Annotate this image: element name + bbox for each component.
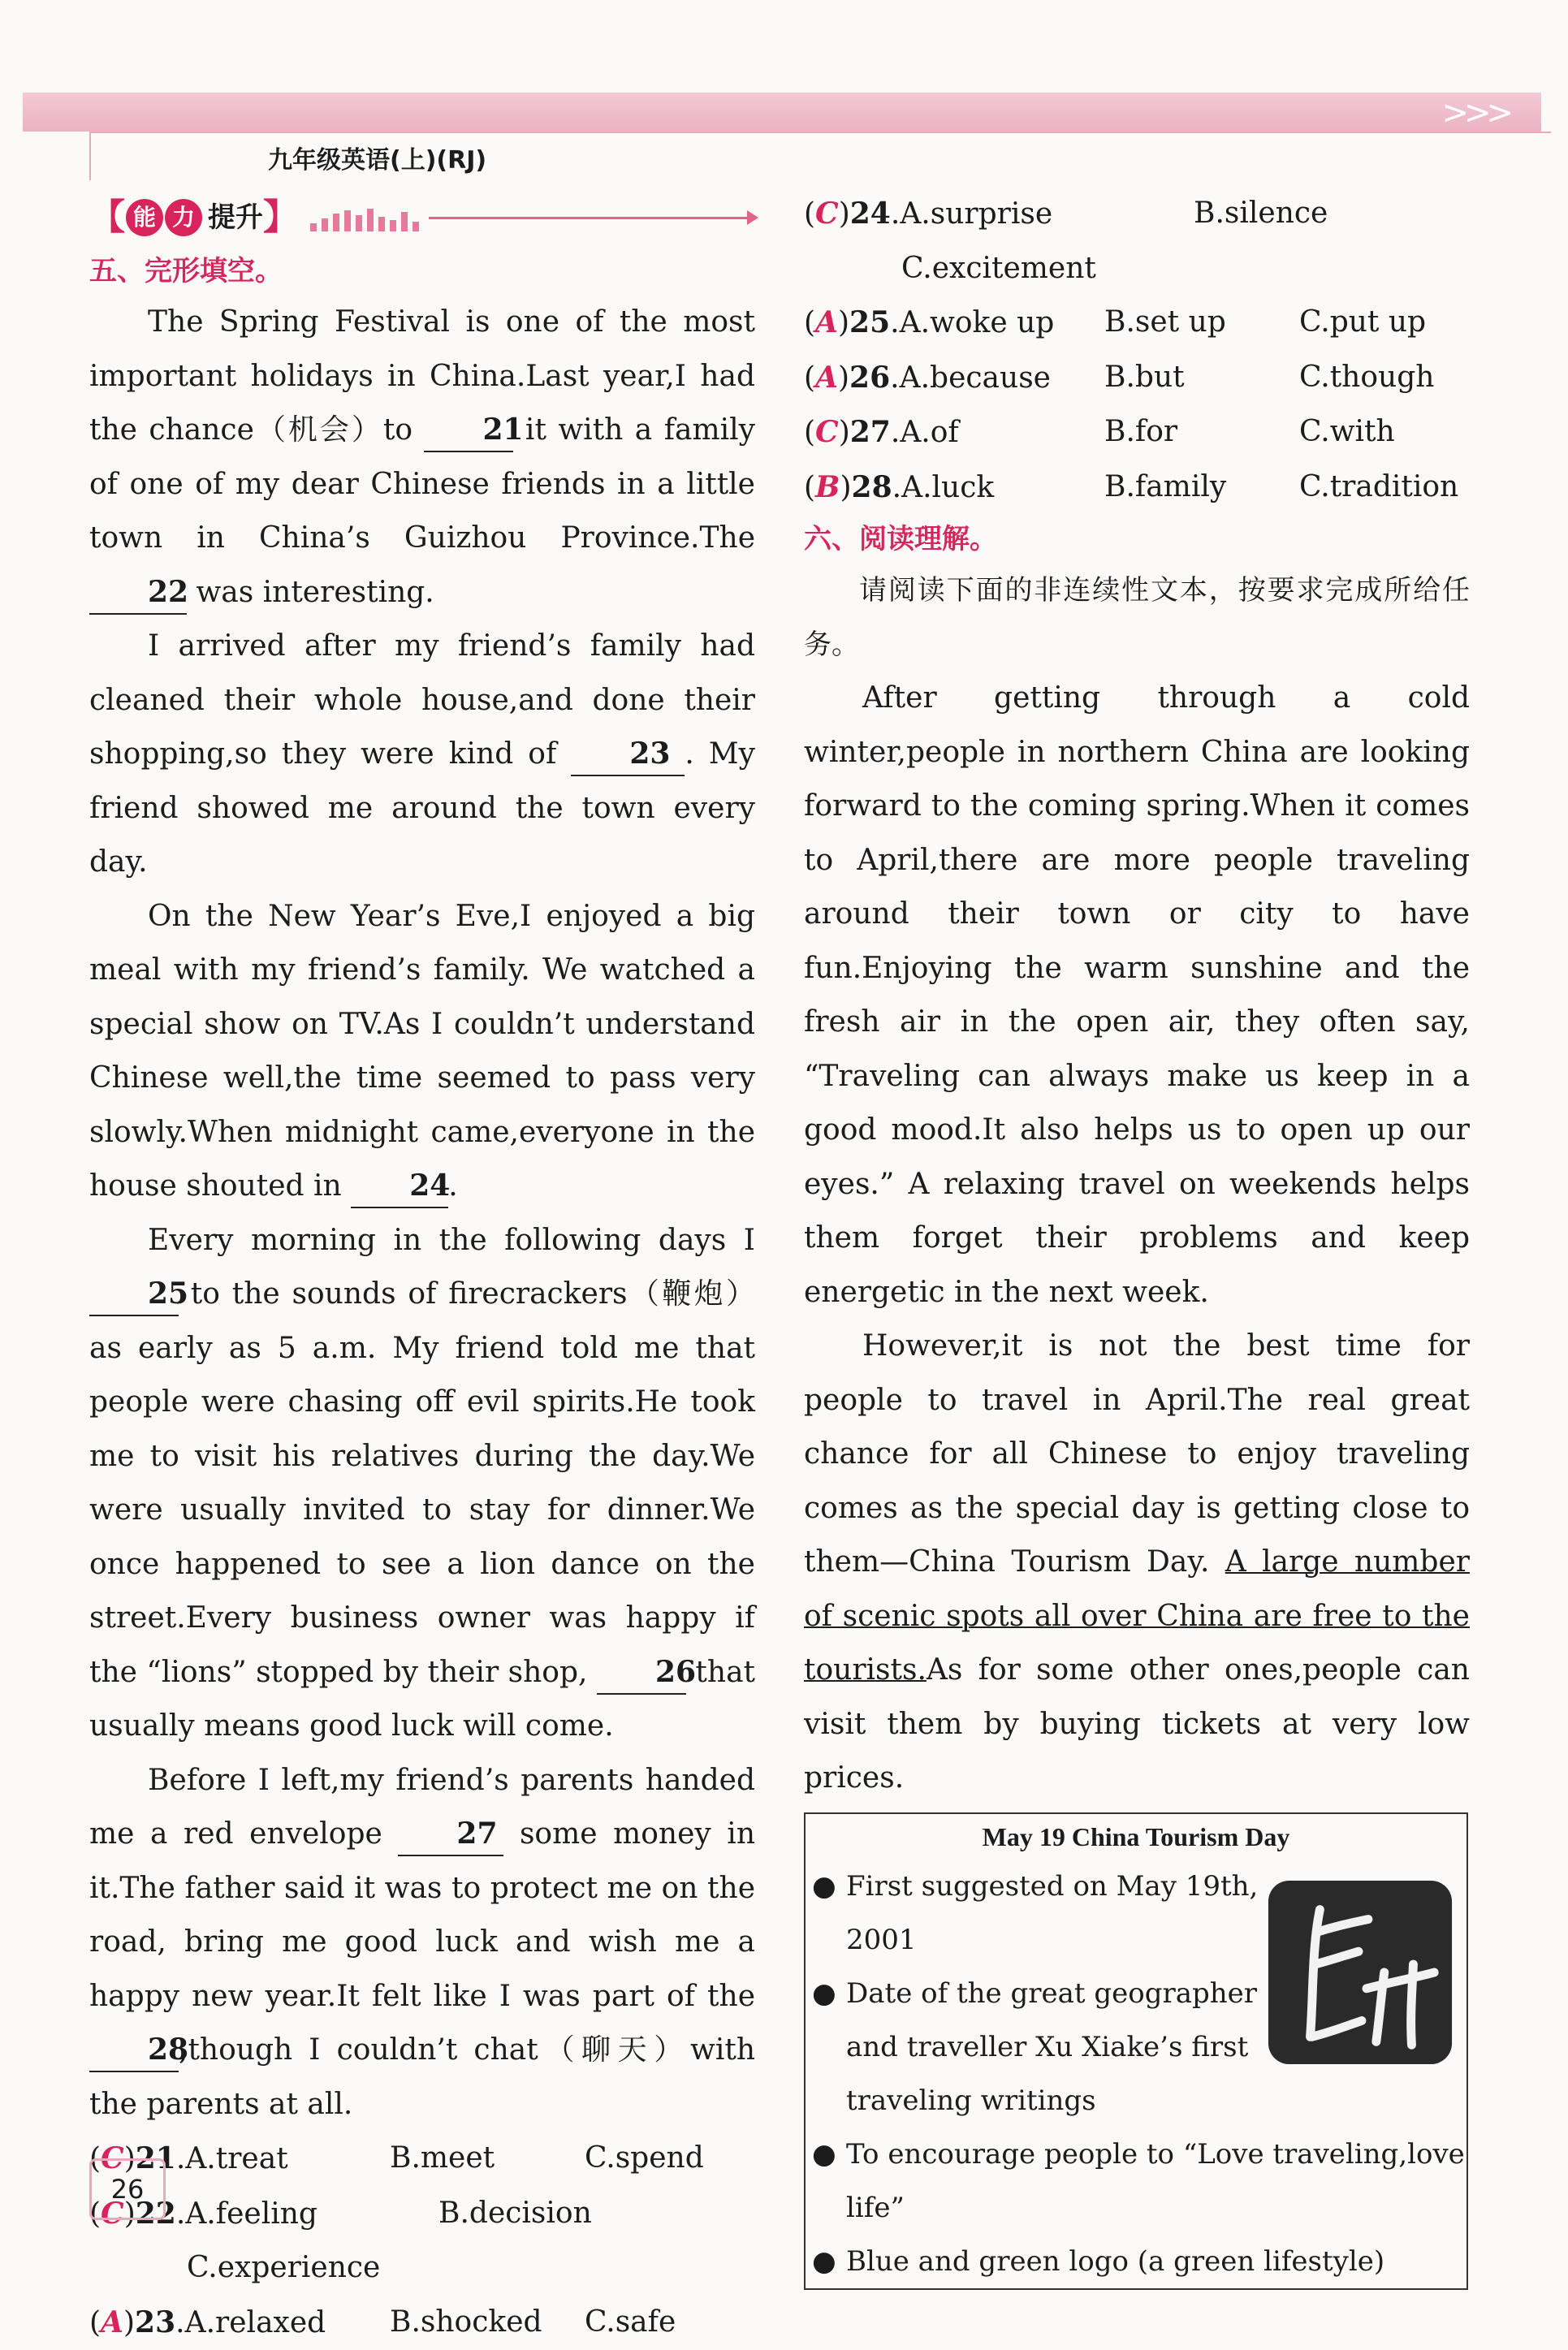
option-c: C.spend bbox=[585, 2132, 704, 2187]
text-run: . My friend showed me around the town every day. bbox=[89, 737, 755, 879]
question-number: 27 bbox=[850, 415, 891, 449]
question-25: (A)25.A.woke up B.set up C.put up bbox=[804, 296, 1470, 351]
info-box-title: May 19 China Tourism Day bbox=[806, 1814, 1466, 1860]
cloze-paragraph bbox=[89, 296, 755, 620]
blank-28: 28 bbox=[89, 2028, 179, 2072]
answer-mark: C bbox=[101, 2141, 124, 2175]
text-run: was interesting. bbox=[187, 576, 434, 609]
text-run: However,it is not the best time for people to travel in April.The real great chance for all Chinese to enjoy traveling comes as the special day is getting close to them—China Tourism Day. bbox=[804, 1329, 1470, 1579]
question-23: (A)23.A.relaxed B.shocked C.safe bbox=[89, 2296, 755, 2350]
badge-label: 提升 bbox=[208, 191, 263, 245]
blank-24: 24 bbox=[351, 1164, 448, 1208]
question-number: 21 bbox=[136, 2141, 176, 2175]
blank-25: 25 bbox=[89, 1272, 179, 1316]
option-b: B.meet bbox=[390, 2132, 585, 2187]
option-c: C.experience bbox=[187, 2241, 380, 2296]
list-item: ● To encourage people to “Love traveling,love life” bbox=[846, 2128, 1466, 2235]
cloze-paragraph bbox=[89, 890, 755, 1214]
badge-char-2: 力 bbox=[165, 199, 202, 236]
option-a: A.luck bbox=[901, 471, 994, 504]
option-a: A.because bbox=[900, 361, 1051, 395]
option-b: B.for bbox=[1104, 405, 1299, 460]
question-24-line2 bbox=[804, 242, 1470, 296]
page-number: 26 bbox=[89, 2158, 166, 2220]
tourism-day-logo-icon bbox=[1263, 1876, 1457, 2069]
text-run: On the New Year’s Eve,I enjoyed a big meal with my friend’s family. We watched a special show on TV.As I couldn’t understand Chinese well,the time seemed to pass very slowly.When midnight came,everyone in the house shouted in bbox=[89, 900, 755, 1203]
left-column bbox=[89, 193, 755, 2350]
answer-mark: A bbox=[101, 2305, 123, 2339]
question-22-line2 bbox=[89, 2241, 755, 2296]
option-c: C.though bbox=[1299, 351, 1434, 406]
text-run: Before I left,my friend’s parents handed me a red envelope bbox=[89, 1764, 755, 1851]
question-27: (C)27.A.of B.for C.with bbox=[804, 405, 1470, 460]
question-number: 26 bbox=[849, 361, 890, 395]
option-c: C.excitement bbox=[901, 242, 1096, 296]
option-a: A.woke up bbox=[900, 306, 1055, 339]
text-run: Every morning in the following days I bbox=[148, 1224, 755, 1257]
question-number: 23 bbox=[135, 2305, 175, 2339]
text-run: some money in it.The father said it was to protect me on the road, bring me good luck and wish me a happy new year.It felt like I was part of the bbox=[89, 1817, 755, 2013]
underlined-sentence: A large number of scenic spots all over China are free to the tourists. bbox=[804, 1545, 1470, 1687]
text-run: to the sounds of firecrackers（鞭炮）as early as 5 a.m. My friend told me that people were chasing off evil spirits.He took me to visit his relatives during the day.We were usually invited to stay for dinner.We once happened to see a lion dance on the street.Every business owner was happy if the “lions” stopped by their shop, bbox=[89, 1277, 755, 1689]
option-a: A.relaxed bbox=[185, 2306, 326, 2339]
question-24: (C)24.A.surprise B.silence bbox=[804, 187, 1470, 242]
list-item: ● Date of the great geographer and traveller Xu Xiake’s first traveling writings bbox=[846, 1967, 1268, 2128]
text-run: . bbox=[448, 1169, 457, 1203]
question-26: (A)26.A.because B.but C.though bbox=[804, 351, 1470, 406]
right-column bbox=[804, 187, 1470, 2290]
text-run: that usually means good luck will come. bbox=[89, 1656, 755, 1743]
question-number: 24 bbox=[850, 197, 891, 231]
text-run: ,though I couldn’t chat（聊天）with the parents at all. bbox=[89, 2033, 755, 2121]
option-a: A.treat bbox=[185, 2142, 287, 2175]
option-a: A.surprise bbox=[900, 197, 1052, 231]
answer-mark: C bbox=[815, 197, 839, 231]
option-b: B.silence bbox=[1194, 187, 1328, 242]
header-rule-cap bbox=[89, 132, 107, 180]
list-item: ● First suggested on May 19th, 2001 bbox=[846, 1860, 1268, 1967]
blank-23: 23 bbox=[571, 732, 685, 776]
question-number: 28 bbox=[852, 470, 892, 504]
option-c: C.safe bbox=[585, 2296, 676, 2350]
option-b: B.decision bbox=[390, 2187, 633, 2242]
cloze-paragraph bbox=[89, 1754, 755, 2132]
option-a: A.feeling bbox=[185, 2197, 317, 2231]
question-22: (C)22.A.feeling B.decision bbox=[89, 2187, 755, 2242]
reading-paragraph-2 bbox=[804, 1320, 1470, 1806]
option-b: B.shocked bbox=[390, 2296, 585, 2350]
bracket-open-icon: 【 bbox=[89, 191, 125, 245]
info-box bbox=[804, 1812, 1468, 2290]
answer-mark: C bbox=[101, 2197, 124, 2231]
header-rule bbox=[89, 132, 1551, 133]
header-band bbox=[23, 93, 1541, 132]
text-run: I arrived after my friend’s family had cleaned their whole house,and done their shopping,so they were kind of bbox=[89, 629, 755, 771]
blank-26: 26 bbox=[597, 1651, 686, 1695]
bars-decoration-icon bbox=[310, 204, 424, 231]
cloze-heading: 五、完形填空。 bbox=[89, 247, 755, 296]
question-number: 22 bbox=[136, 2197, 176, 2231]
list-item: ● Blue and green logo (a green lifestyle) bbox=[846, 2235, 1466, 2288]
blank-22: 22 bbox=[89, 571, 187, 615]
option-b: B.set up bbox=[1104, 296, 1299, 351]
option-c: C.put up bbox=[1299, 296, 1426, 351]
page-header-title: 九年级英语(上)(RJ) bbox=[268, 140, 486, 175]
section-badge bbox=[89, 193, 755, 242]
answer-mark: A bbox=[815, 361, 838, 395]
cloze-paragraph bbox=[89, 620, 755, 890]
bracket-close-icon: 】 bbox=[263, 191, 299, 245]
option-c: C.tradition bbox=[1299, 460, 1458, 516]
blank-21: 21 bbox=[424, 408, 513, 452]
option-b: B.family bbox=[1104, 460, 1299, 516]
reading-instruction: 请阅读下面的非连续性文本，按要求完成所给任务。 bbox=[804, 564, 1470, 672]
question-21: (C)21.A.treat B.meet C.spend bbox=[89, 2132, 755, 2187]
question-number: 25 bbox=[849, 305, 890, 339]
text-run: The Spring Festival is one of the most important holidays in China.Last year,I had the chance（机会）to bbox=[89, 305, 755, 447]
option-c: C.with bbox=[1299, 405, 1395, 460]
answer-mark: C bbox=[815, 415, 839, 449]
text-run: As for some other ones,people can visit them by buying tickets at very low prices. bbox=[804, 1653, 1470, 1795]
reading-heading: 六、阅读理解。 bbox=[804, 515, 1470, 564]
badge-char-1: 能 bbox=[126, 199, 163, 236]
chevrons-icon: >>> bbox=[1441, 94, 1509, 132]
question-28: (B)28.A.luck B.family C.tradition bbox=[804, 460, 1470, 516]
option-b: B.but bbox=[1104, 351, 1299, 406]
reading-paragraph-1: After getting through a cold winter,people in northern China are looking forward to the coming spring.When it comes to April,there are more people traveling around their town or city to have fun.Enjoying the warm sunshine and the fresh air in the open air, they often say, “Traveling can always make us keep in a good mood.It also helps us to open up our eyes.” A relaxing travel on weekends helps them forget their problems and keep energetic in the next week. bbox=[804, 672, 1470, 1320]
answer-mark: B bbox=[815, 470, 840, 504]
option-a: A.of bbox=[900, 416, 958, 449]
arrow-decoration-icon bbox=[429, 217, 755, 219]
blank-27: 27 bbox=[398, 1812, 503, 1856]
cloze-paragraph bbox=[89, 1214, 755, 1754]
answer-mark: A bbox=[815, 305, 838, 339]
text-run: it with a family of one of my dear Chinese friends in a little town in China’s Guizhou Province.The bbox=[89, 413, 755, 555]
